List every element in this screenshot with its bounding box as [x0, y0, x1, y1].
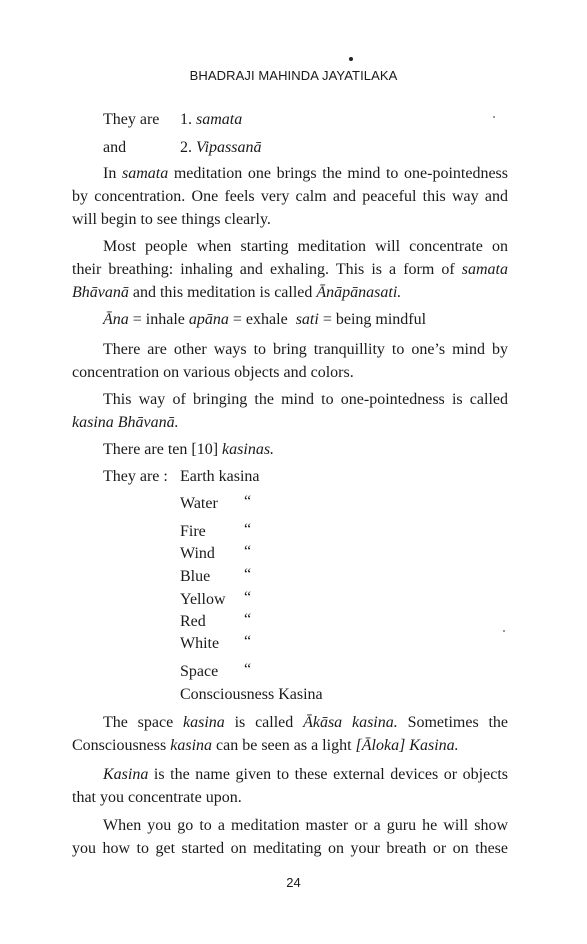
- paragraph-line: This way of bringing the mind to one-pointedness is called: [103, 391, 508, 408]
- ditto-mark: “: [244, 661, 252, 678]
- text-run: [Āloka] Kasina.: [355, 737, 459, 754]
- list-item: Space: [180, 663, 219, 680]
- text-run: their breathing: inhaling and exhaling. This is a form of: [72, 261, 462, 278]
- text-run: kasinas.: [222, 441, 275, 458]
- and-label: and: [103, 139, 127, 156]
- list-item: Earth kasina: [180, 468, 260, 485]
- type-item-1: [180, 110, 242, 130]
- text-run: can be seen as a light: [212, 737, 356, 754]
- list-item: Red: [180, 613, 206, 630]
- paragraph-line: [103, 164, 508, 184]
- paragraph-line: will begin to see things clearly.: [72, 211, 271, 228]
- text-run: meditation one brings the mind to one-pointedness: [168, 165, 509, 182]
- list-item: White: [180, 635, 220, 652]
- type-item-1-label: samata: [196, 111, 243, 128]
- ditto-mark: “: [244, 521, 252, 538]
- print-speck: [493, 116, 495, 118]
- text-run: The space: [103, 714, 184, 731]
- paragraph-line: by concentration. One feels very calm and peaceful this way and: [72, 188, 508, 205]
- text-run: = inhale: [128, 311, 189, 328]
- page-number: 24: [286, 875, 301, 890]
- print-speck: [503, 630, 505, 632]
- ditto-mark: “: [244, 611, 252, 628]
- ditto-mark: “: [244, 493, 252, 510]
- text-run: Consciousness: [72, 737, 171, 754]
- paragraph-line: [103, 765, 508, 785]
- paragraph-line: [72, 413, 508, 433]
- text-run: Sometimes the: [397, 714, 509, 731]
- text-run: apāna: [188, 311, 229, 328]
- ditto-mark: “: [244, 543, 252, 560]
- paragraph-line: [103, 440, 274, 460]
- they-are-label: They are: [103, 111, 160, 128]
- text-run: is the name given to these external devices or objects: [148, 766, 508, 783]
- text-run: kasina Bhāvanā.: [72, 414, 179, 431]
- text-run: sati: [295, 311, 319, 328]
- type-item-2: [180, 138, 261, 158]
- list-intro: They are :: [103, 468, 168, 485]
- text-run: = being mindful: [318, 311, 427, 328]
- paragraph-line: concentration on various objects and colors.: [72, 364, 354, 381]
- text-run: Āna: [103, 311, 129, 328]
- paragraph-line: that you concentrate upon.: [72, 789, 242, 806]
- paragraph-line: [72, 260, 508, 280]
- text-run: is called: [224, 714, 304, 731]
- text-run: samata: [121, 165, 169, 182]
- list-item: Water: [180, 495, 218, 512]
- paragraph-line: [103, 713, 508, 733]
- list-item: Blue: [180, 568, 211, 585]
- ditto-mark: “: [244, 566, 252, 583]
- type-item-2-label: Vipassanā: [196, 139, 262, 156]
- running-header: BHADRAJI MAHINDA JAYATILAKA: [189, 68, 398, 83]
- text-run: kasina: [183, 714, 225, 731]
- text-run: kasina: [170, 737, 213, 754]
- type-item-2-number: 2.: [180, 139, 192, 156]
- definition-line: [103, 310, 426, 330]
- list-item: Yellow: [180, 591, 226, 608]
- text-run: samata: [461, 261, 508, 278]
- text-run: and this meditation is called: [128, 284, 317, 301]
- list-item: Fire: [180, 523, 206, 540]
- text-run: Bhāvanā: [72, 284, 129, 301]
- paragraph-line: [72, 283, 508, 303]
- print-mark: [349, 57, 353, 61]
- list-item: Consciousness Kasina: [180, 686, 323, 703]
- paragraph-line: There are other ways to bring tranquillity to one’s mind by: [103, 341, 508, 358]
- paragraph-line: [72, 736, 508, 756]
- paragraph-line: you how to get started on meditating on your breath or on these: [72, 840, 508, 857]
- ditto-mark: “: [244, 589, 252, 606]
- text-run: Ākāsa kasina.: [303, 714, 398, 731]
- list-item: Wind: [180, 545, 215, 562]
- text-run: = exhale: [228, 311, 296, 328]
- paragraph-line: Most people when starting meditation will concentrate on: [103, 238, 508, 255]
- text-run: There are ten [10]: [103, 441, 223, 458]
- paragraph-line: When you go to a meditation master or a guru he will show: [103, 817, 508, 834]
- type-item-1-number: 1.: [180, 111, 192, 128]
- text-run: Kasina: [103, 766, 149, 783]
- ditto-mark: “: [244, 633, 252, 650]
- text-run: In: [103, 165, 122, 182]
- text-run: Ānāpānasati.: [316, 284, 402, 301]
